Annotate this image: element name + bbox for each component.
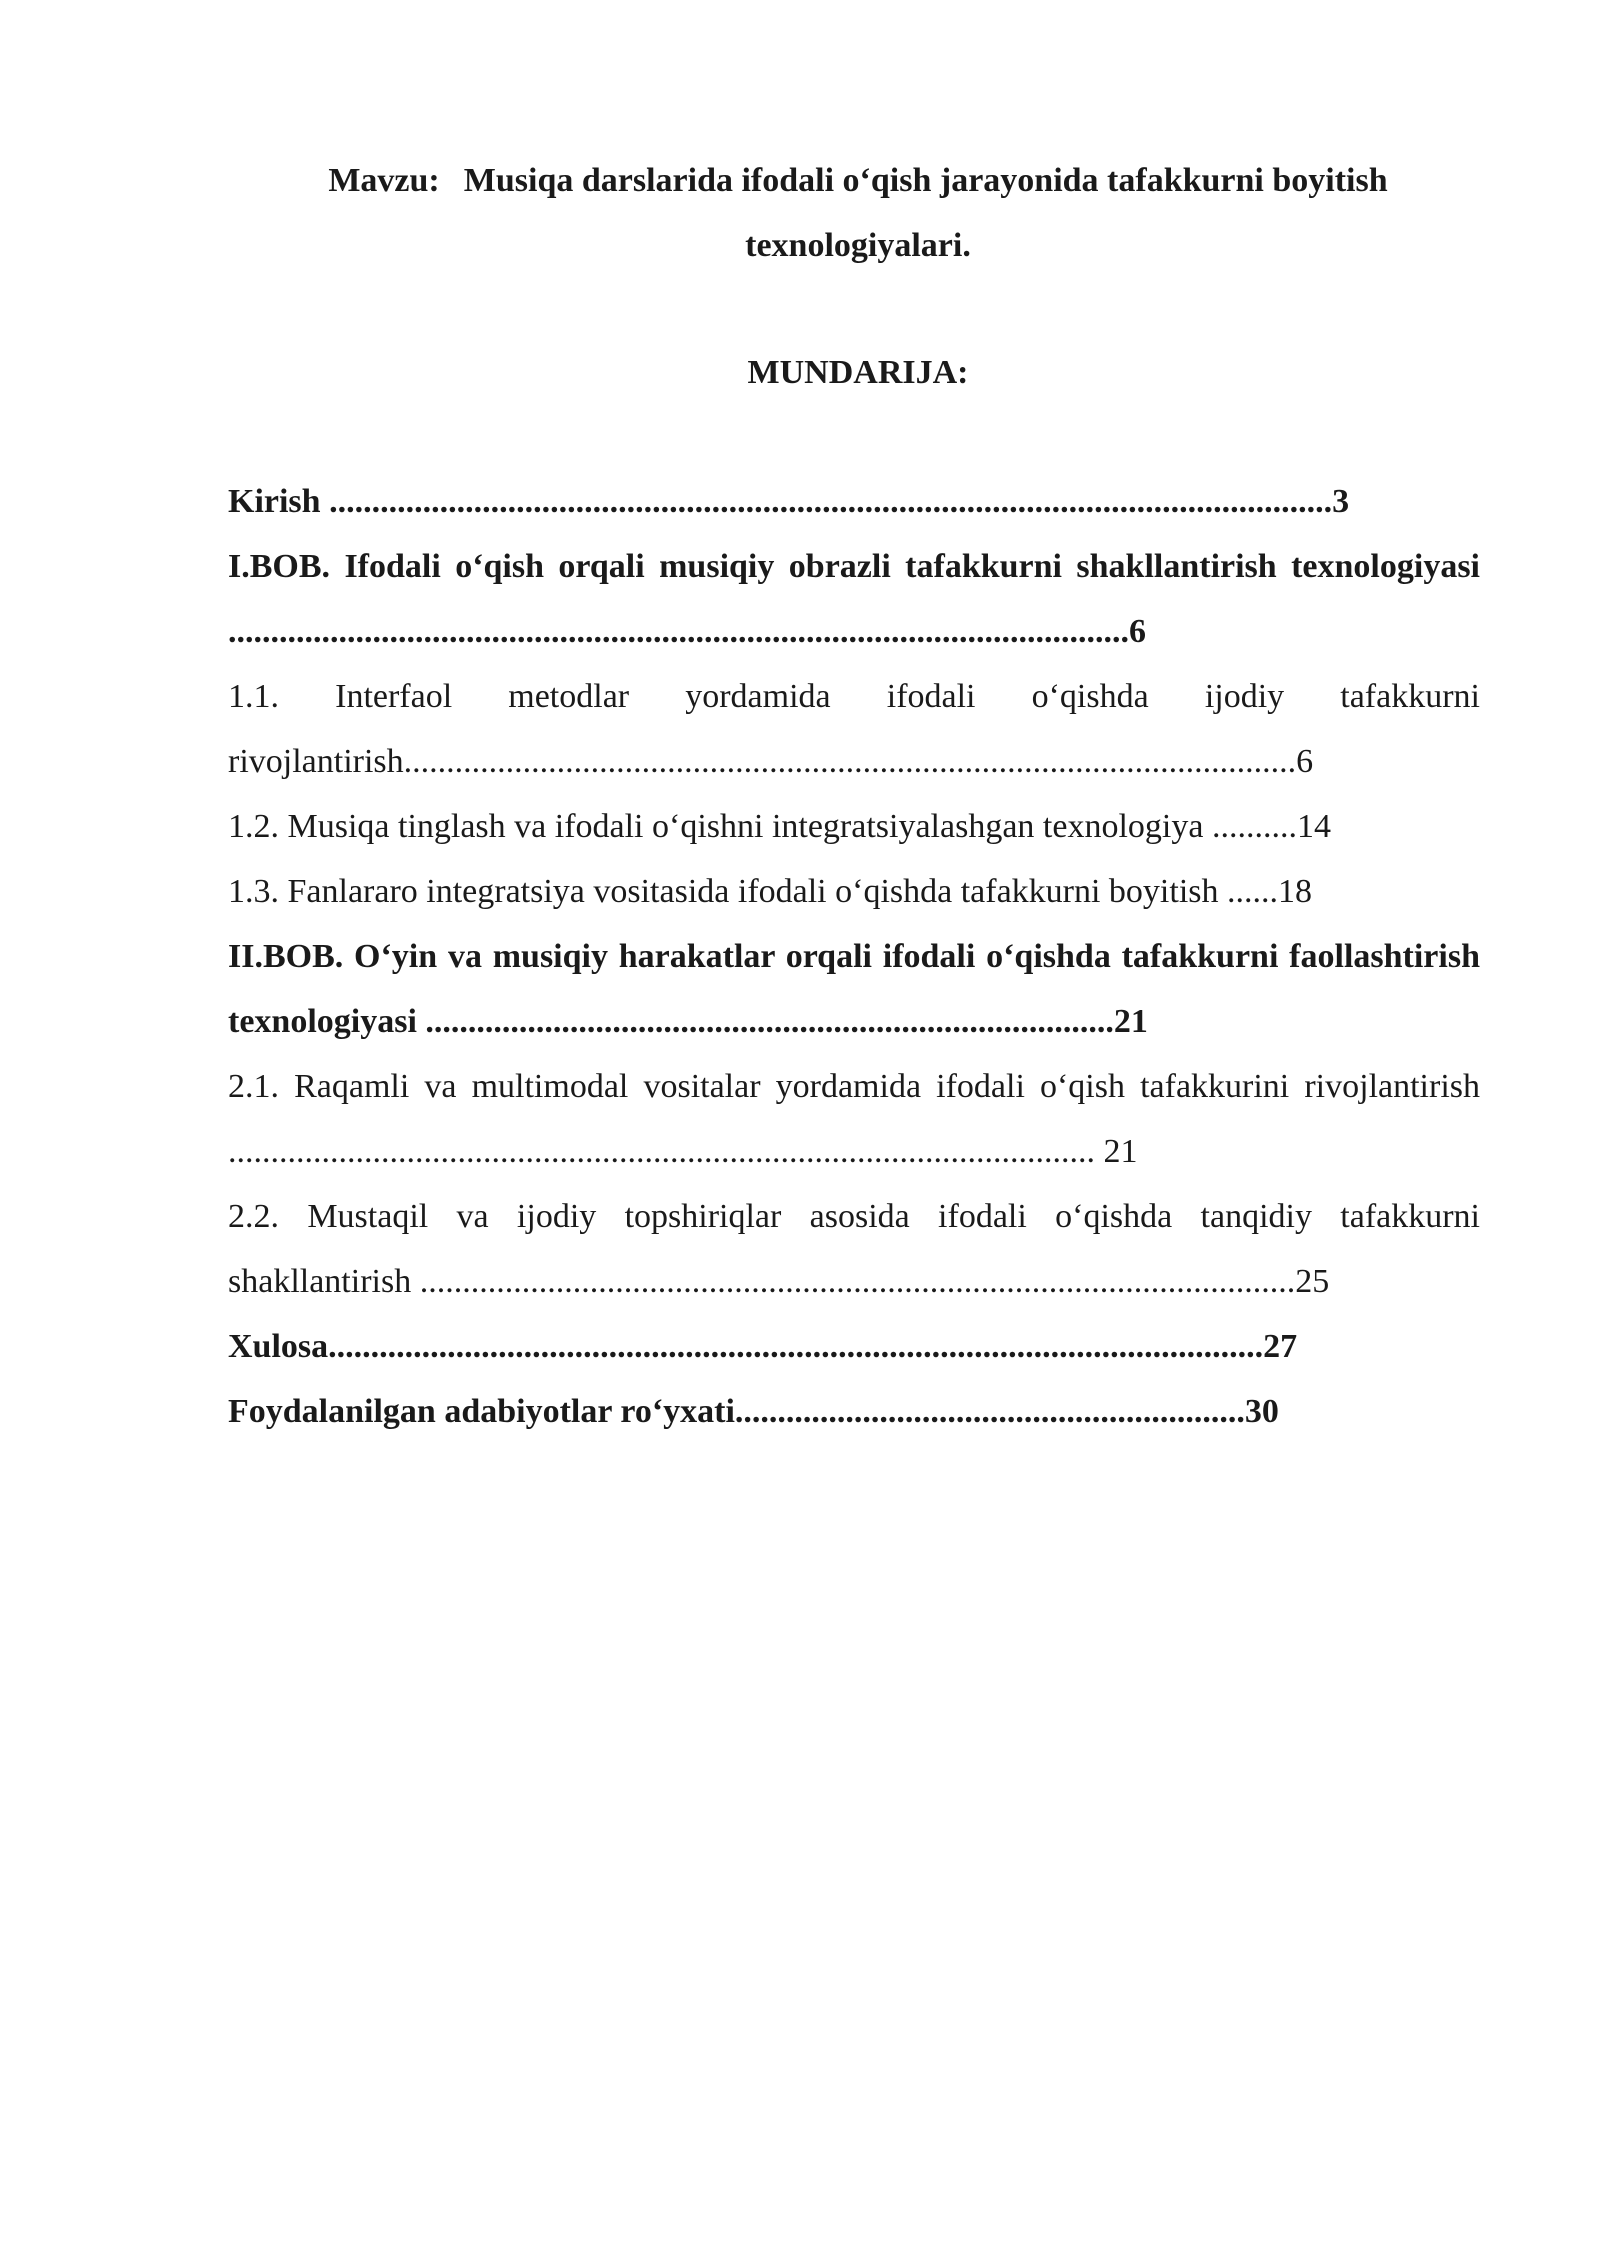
toc-entry-text: Foydalanilgan adabiyotlar ro‘yxati <box>228 1393 735 1430</box>
toc-entry-text: 1.3. Fanlararo integratsiya vositasida ifodali o‘qishda tafakkurni boyitish <box>228 873 1227 910</box>
toc-entry-leader-page: ..........................................................................................................6 <box>228 613 1146 650</box>
toc-entry-text: Xulosa <box>228 1328 329 1365</box>
toc-entry-1-2 <box>228 794 1480 859</box>
toc-entry-text: 2.1. Raqamli va multimodal vositalar yordamida ifodali o‘qish tafakkurini rivojlantirish <box>228 1068 1480 1105</box>
toc-entry-references <box>228 1379 1480 1444</box>
toc-entry-xulosa <box>228 1314 1480 1379</box>
toc-entry-2-1 <box>228 1054 1480 1184</box>
toc-entry-leader-page: ..............................................................................................................27 <box>328 1328 1298 1365</box>
toc-entry-1-1 <box>228 664 1480 794</box>
toc-entry-chapter-2 <box>228 924 1480 1054</box>
toc-entry-leader-page: ..........14 <box>1211 808 1331 845</box>
toc-entry-leader-page: .................................................................................21 <box>425 1003 1148 1040</box>
toc-entry-leader-page: ......................................................................................................................3 <box>329 483 1350 520</box>
toc-entry-text: 1.2. Musiqa tinglash va ifodali o‘qishni integratsiyalashgan texnologiya <box>228 808 1212 845</box>
topic-line <box>228 148 1488 278</box>
toc-entry-leader-page: ............................................................30 <box>734 1393 1279 1430</box>
toc-entry-1-3 <box>228 859 1480 924</box>
toc-entry-chapter-1 <box>228 534 1480 664</box>
toc-heading: MUNDARIJA: <box>747 354 969 391</box>
toc-entry-text: II.BOB. O‘yin va musiqiy harakatlar orqali ifodali o‘qishda tafakkurni faollashtirish texnologiyasi <box>228 938 1480 1040</box>
toc-entry-text: Kirish <box>228 483 330 520</box>
toc-entry-text: I.BOB. Ifodali o‘qish orqali musiqiy obrazli tafakkurni shakllantirish texnologiyasi <box>228 548 1480 585</box>
toc-entry-leader-page: .......................................................................................................25 <box>419 1263 1330 1300</box>
topic-label: Mavzu: <box>328 162 440 199</box>
toc-entry-text: 1.1. Interfaol metodlar yordamida ifodali o‘qishda ijodiy tafakkurni rivojlantirish <box>228 678 1480 780</box>
topic-title: Musiqa darslarida ifodali o‘qish jarayonida tafakkurni boyitish texnologiyalari. <box>463 162 1388 264</box>
table-of-contents <box>228 469 1480 1444</box>
toc-entry-kirish <box>228 469 1480 534</box>
toc-entry-text: 2.2. Mustaqil va ijodiy topshiriqlar asosida ifodali o‘qishda tanqidiy tafakkurni shakllantirish <box>228 1198 1480 1300</box>
toc-entry-leader-page: ...................................................................................................... 21 <box>228 1133 1138 1170</box>
toc-entry-2-2 <box>228 1184 1480 1314</box>
toc-entry-leader-page: ......18 <box>1227 873 1312 910</box>
toc-entry-leader-page: .........................................................................................................6 <box>403 743 1314 780</box>
